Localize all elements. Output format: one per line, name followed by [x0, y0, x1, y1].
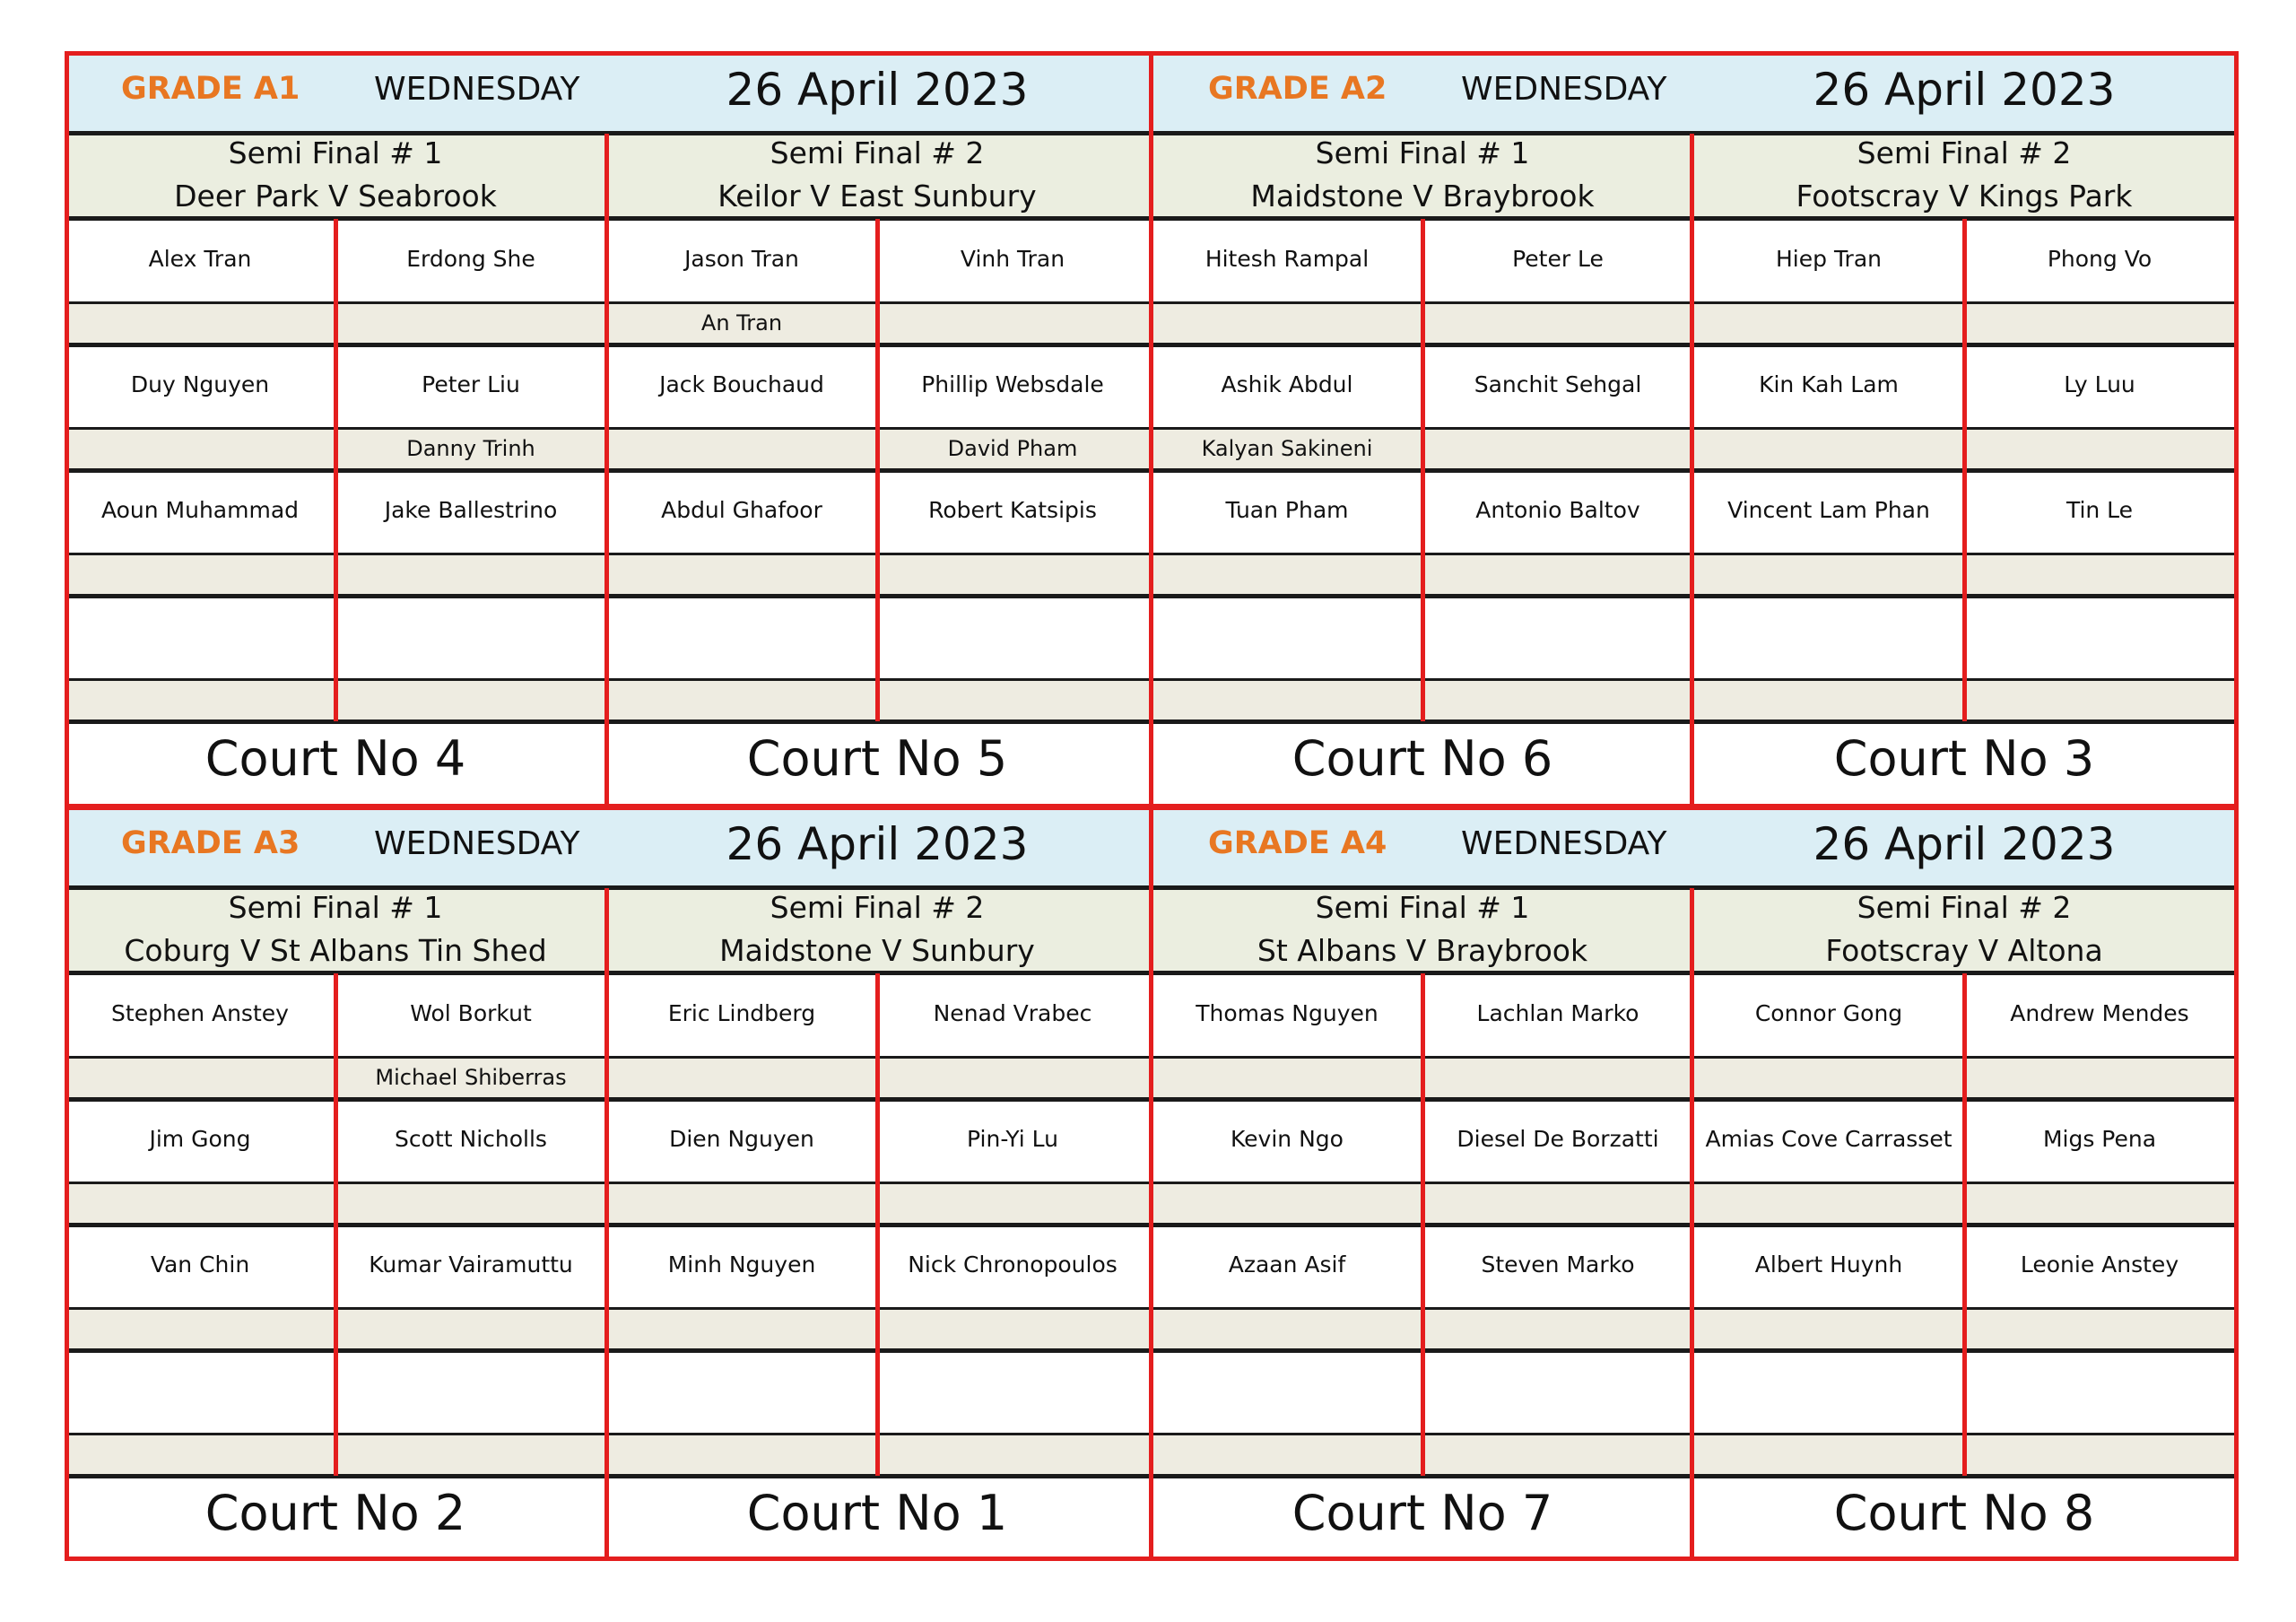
court-number: Court No 8	[1833, 1485, 2095, 1541]
player-name: Scott Nicholls	[395, 1126, 547, 1152]
player-name: Alex Tran	[148, 246, 252, 272]
substitute-name: Kalyan Sakineni	[1201, 436, 1373, 461]
player-name: Wol Borkut	[410, 1000, 532, 1026]
grade-label: GRADE A1	[121, 71, 300, 107]
semi-final-title: Semi Final # 1	[1315, 135, 1530, 170]
border-line	[334, 973, 338, 1476]
player-name: Erdong She	[406, 246, 535, 272]
player-name: Amias Cove Carrasset	[1705, 1126, 1952, 1152]
player-name: Van Chin	[150, 1251, 250, 1278]
player-name: Albert Huynh	[1754, 1251, 1903, 1278]
player-name: Hiep Tran	[1776, 246, 1882, 272]
grade-label: GRADE A3	[121, 825, 300, 861]
border-line	[1421, 219, 1425, 721]
border-line	[875, 973, 880, 1476]
player-name: Aoun Muhammad	[100, 497, 300, 523]
player-name: Azaan Asif	[1228, 1251, 1346, 1278]
player-name: Dien Nguyen	[669, 1126, 814, 1152]
border-line	[1962, 219, 1967, 721]
weekday-label: WEDNESDAY	[374, 71, 580, 108]
match-date: 26 April 2023	[1813, 818, 2116, 870]
player-name: Duy Nguyen	[130, 371, 270, 397]
semi-final-title: Semi Final # 2	[770, 890, 985, 925]
border-line	[65, 51, 69, 806]
semi-final-title: Semi Final # 2	[1857, 135, 2072, 170]
player-name: Nenad Vrabec	[933, 1000, 1092, 1026]
court-number: Court No 2	[204, 1485, 466, 1541]
player-name: Andrew Mendes	[2010, 1000, 2189, 1026]
player-name: Vincent Lam Phan	[1727, 497, 1930, 523]
border-line	[2234, 51, 2239, 806]
border-line	[2234, 806, 2239, 1560]
player-name: Jason Tran	[684, 246, 799, 272]
match-date: 26 April 2023	[726, 818, 1029, 870]
border-line	[604, 888, 609, 1560]
match-teams: St Albans V Braybrook	[1257, 933, 1588, 968]
grade-label: GRADE A2	[1208, 71, 1387, 107]
player-name: Ly Luu	[2064, 371, 2135, 397]
player-name: Pin-Yi Lu	[967, 1126, 1058, 1152]
substitute-name: An Tran	[700, 310, 783, 336]
player-name: Minh Nguyen	[667, 1251, 816, 1278]
semi-final-title: Semi Final # 1	[1315, 890, 1530, 925]
player-name: Stephen Anstey	[111, 1000, 289, 1026]
match-teams: Deer Park V Seabrook	[174, 179, 497, 214]
substitute-name: Michael Shiberras	[375, 1065, 567, 1090]
player-name: Kin Kah Lam	[1759, 371, 1899, 397]
player-name: Phong Vo	[2047, 246, 2152, 272]
grade-block	[65, 806, 2239, 1560]
border-line	[65, 1557, 2239, 1561]
player-name: Nick Chronopoulos	[908, 1251, 1118, 1278]
fixture-sheet	[65, 51, 2239, 1561]
player-name: Robert Katsipis	[928, 497, 1097, 523]
player-name: Kumar Vairamuttu	[369, 1251, 573, 1278]
border-line	[65, 806, 69, 1560]
player-name: Tin Le	[2066, 497, 2134, 523]
court-number: Court No 3	[1833, 730, 2095, 787]
grade-block	[65, 51, 2239, 806]
border-line	[65, 804, 2239, 808]
player-name: Peter Le	[1512, 246, 1604, 272]
player-name: Leonie Anstey	[2020, 1251, 2179, 1278]
match-teams: Maidstone V Braybrook	[1250, 179, 1595, 214]
match-teams: Coburg V St Albans Tin Shed	[124, 933, 547, 968]
player-name: Peter Liu	[422, 371, 520, 397]
player-name: Migs Pena	[2042, 1126, 2157, 1152]
border-line	[1690, 888, 1694, 1560]
semi-final-title: Semi Final # 2	[770, 135, 985, 170]
player-name: Diesel De Borzatti	[1457, 1126, 1659, 1152]
player-name: Lachlan Marko	[1476, 1000, 1639, 1026]
court-number: Court No 5	[746, 730, 1008, 787]
match-teams: Maidstone V Sunbury	[719, 933, 1035, 968]
court-number: Court No 4	[204, 730, 466, 787]
player-name: Jack Bouchaud	[659, 371, 824, 397]
match-teams: Footscray V Kings Park	[1796, 179, 2133, 214]
player-name: Eric Lindberg	[667, 1000, 816, 1026]
player-name: Ashik Abdul	[1221, 371, 1353, 397]
player-name: Jake Ballestrino	[384, 497, 558, 523]
player-name: Kevin Ngo	[1231, 1126, 1344, 1152]
semi-final-title: Semi Final # 1	[228, 890, 443, 925]
player-name: Hitesh Rampal	[1205, 246, 1370, 272]
player-name: Jim Gong	[149, 1126, 251, 1152]
border-line	[1149, 51, 1153, 806]
court-number: Court No 1	[746, 1485, 1008, 1541]
player-name: Abdul Ghafoor	[661, 497, 822, 523]
border-line	[334, 219, 338, 721]
player-name: Tuan Pham	[1225, 497, 1349, 523]
match-teams: Footscray V Altona	[1825, 933, 2103, 968]
border-line	[604, 134, 609, 806]
substitute-name: Danny Trinh	[406, 436, 535, 461]
weekday-label: WEDNESDAY	[374, 825, 580, 862]
border-line	[1962, 973, 1967, 1476]
semi-final-title: Semi Final # 1	[228, 135, 443, 170]
border-line	[1690, 134, 1694, 806]
match-date: 26 April 2023	[726, 64, 1029, 116]
weekday-label: WEDNESDAY	[1461, 825, 1667, 862]
match-date: 26 April 2023	[1813, 64, 2116, 116]
grade-label: GRADE A4	[1208, 825, 1387, 861]
semi-final-title: Semi Final # 2	[1857, 890, 2072, 925]
court-number: Court No 7	[1292, 1485, 1553, 1541]
match-teams: Keilor V East Sunbury	[718, 179, 1037, 214]
border-line	[1149, 806, 1153, 1560]
weekday-label: WEDNESDAY	[1461, 71, 1667, 108]
border-line	[65, 51, 2239, 56]
substitute-name: David Pham	[947, 436, 1078, 461]
player-name: Connor Gong	[1754, 1000, 1903, 1026]
player-name: Phillip Websdale	[921, 371, 1104, 397]
player-name: Sanchit Sehgal	[1474, 371, 1642, 397]
player-name: Steven Marko	[1481, 1251, 1635, 1278]
border-line	[1421, 973, 1425, 1476]
player-name: Antonio Baltov	[1475, 497, 1640, 523]
border-line	[875, 219, 880, 721]
player-name: Thomas Nguyen	[1196, 1000, 1378, 1026]
player-name: Vinh Tran	[960, 246, 1065, 272]
court-number: Court No 6	[1292, 730, 1553, 787]
